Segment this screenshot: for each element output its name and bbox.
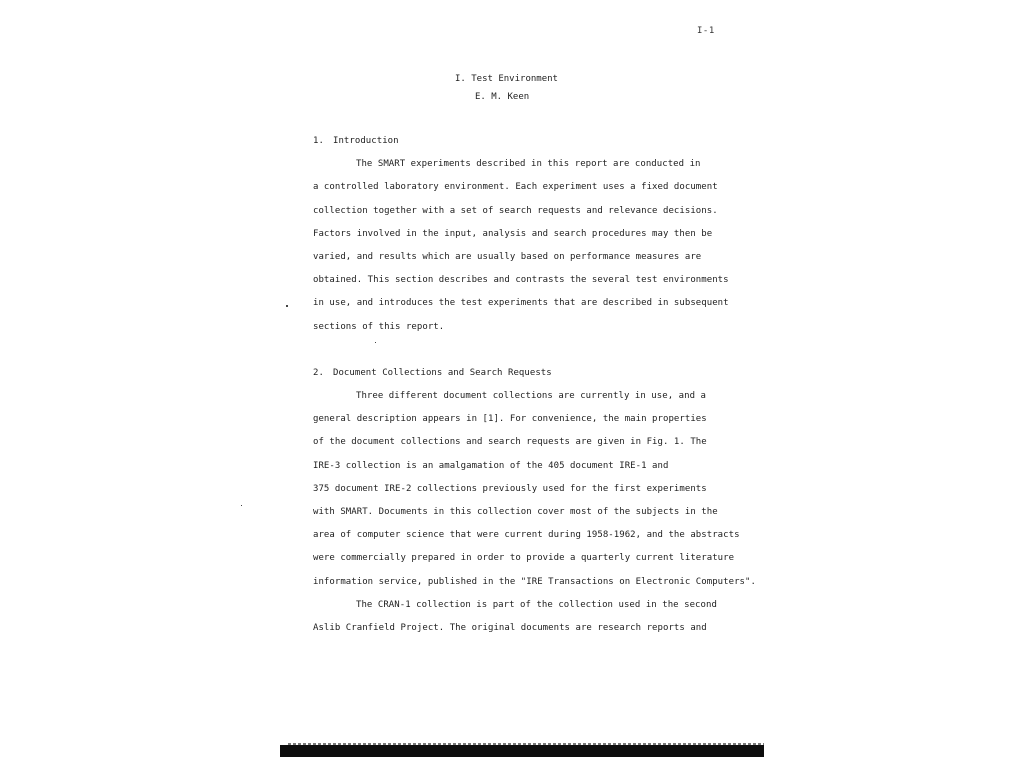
paragraph-line: IRE-3 collection is an amalgamation of the 405 document IRE-1 and [313, 460, 669, 471]
scan-speck [241, 505, 242, 506]
paragraph-line: information service, published in the "IRE Transactions on Electronic Computers". [313, 576, 756, 587]
chapter-heading [455, 70, 655, 106]
paragraph-line: collection together with a set of search requests and relevance decisions. [313, 205, 718, 216]
section-title: Introduction [333, 136, 399, 146]
paragraph-line: a controlled laboratory environment. Each experiment uses a fixed document [313, 182, 718, 193]
scan-speck [375, 342, 376, 343]
paragraph-line: of the document collections and search requests are given in Fig. 1. The [313, 437, 707, 448]
chapter-title: I. Test Environment [455, 74, 558, 84]
paragraph-line: with SMART. Documents in this collection cover most of the subjects in the [313, 507, 718, 517]
paragraph-line: 375 document IRE-2 collections previously used for the first experiments [313, 483, 707, 494]
section-number: 2. [313, 367, 324, 378]
paragraph-line: varied, and results which are usually based on performance measures are [313, 251, 702, 262]
section-gap [313, 339, 773, 362]
chapter-author: E. M. Keen [475, 92, 530, 102]
paragraph-line: Factors involved in the input, analysis and search procedures may then be [313, 228, 713, 239]
section-heading-introduction [313, 130, 773, 153]
scan-bottom-edge [280, 745, 764, 757]
paragraph-line: Aslib Cranfield Project. The original documents are research reports and [313, 622, 707, 633]
paragraph-line: area of computer science that were current during 1958-1962, and the abstracts [313, 530, 740, 541]
section-number: 1. [313, 136, 324, 146]
paragraph-line: obtained. This section describes and contrasts the several test environments [313, 275, 729, 286]
section-title: Document Collections and Search Requests [333, 367, 552, 378]
paragraph-line: in use, and introduces the test experiments that are described in subsequent [313, 298, 729, 309]
paragraph-line: general description appears in [1]. For convenience, the main properties [313, 414, 707, 425]
scan-speck [286, 305, 288, 307]
paragraph-line: were commercially prepared in order to provide a quarterly current literature [313, 553, 735, 564]
paragraph-line: The SMART experiments described in this report are conducted in [356, 159, 701, 170]
paragraph-line: Three different document collections are currently in use, and a [356, 391, 706, 402]
page-number: I-1 [697, 26, 715, 36]
paragraph-line: sections of this report. [313, 321, 445, 332]
paragraph-line: The CRAN-1 collection is part of the collection used in the second [356, 599, 717, 610]
body-text [313, 130, 773, 640]
section-heading-document-collections [313, 362, 773, 385]
